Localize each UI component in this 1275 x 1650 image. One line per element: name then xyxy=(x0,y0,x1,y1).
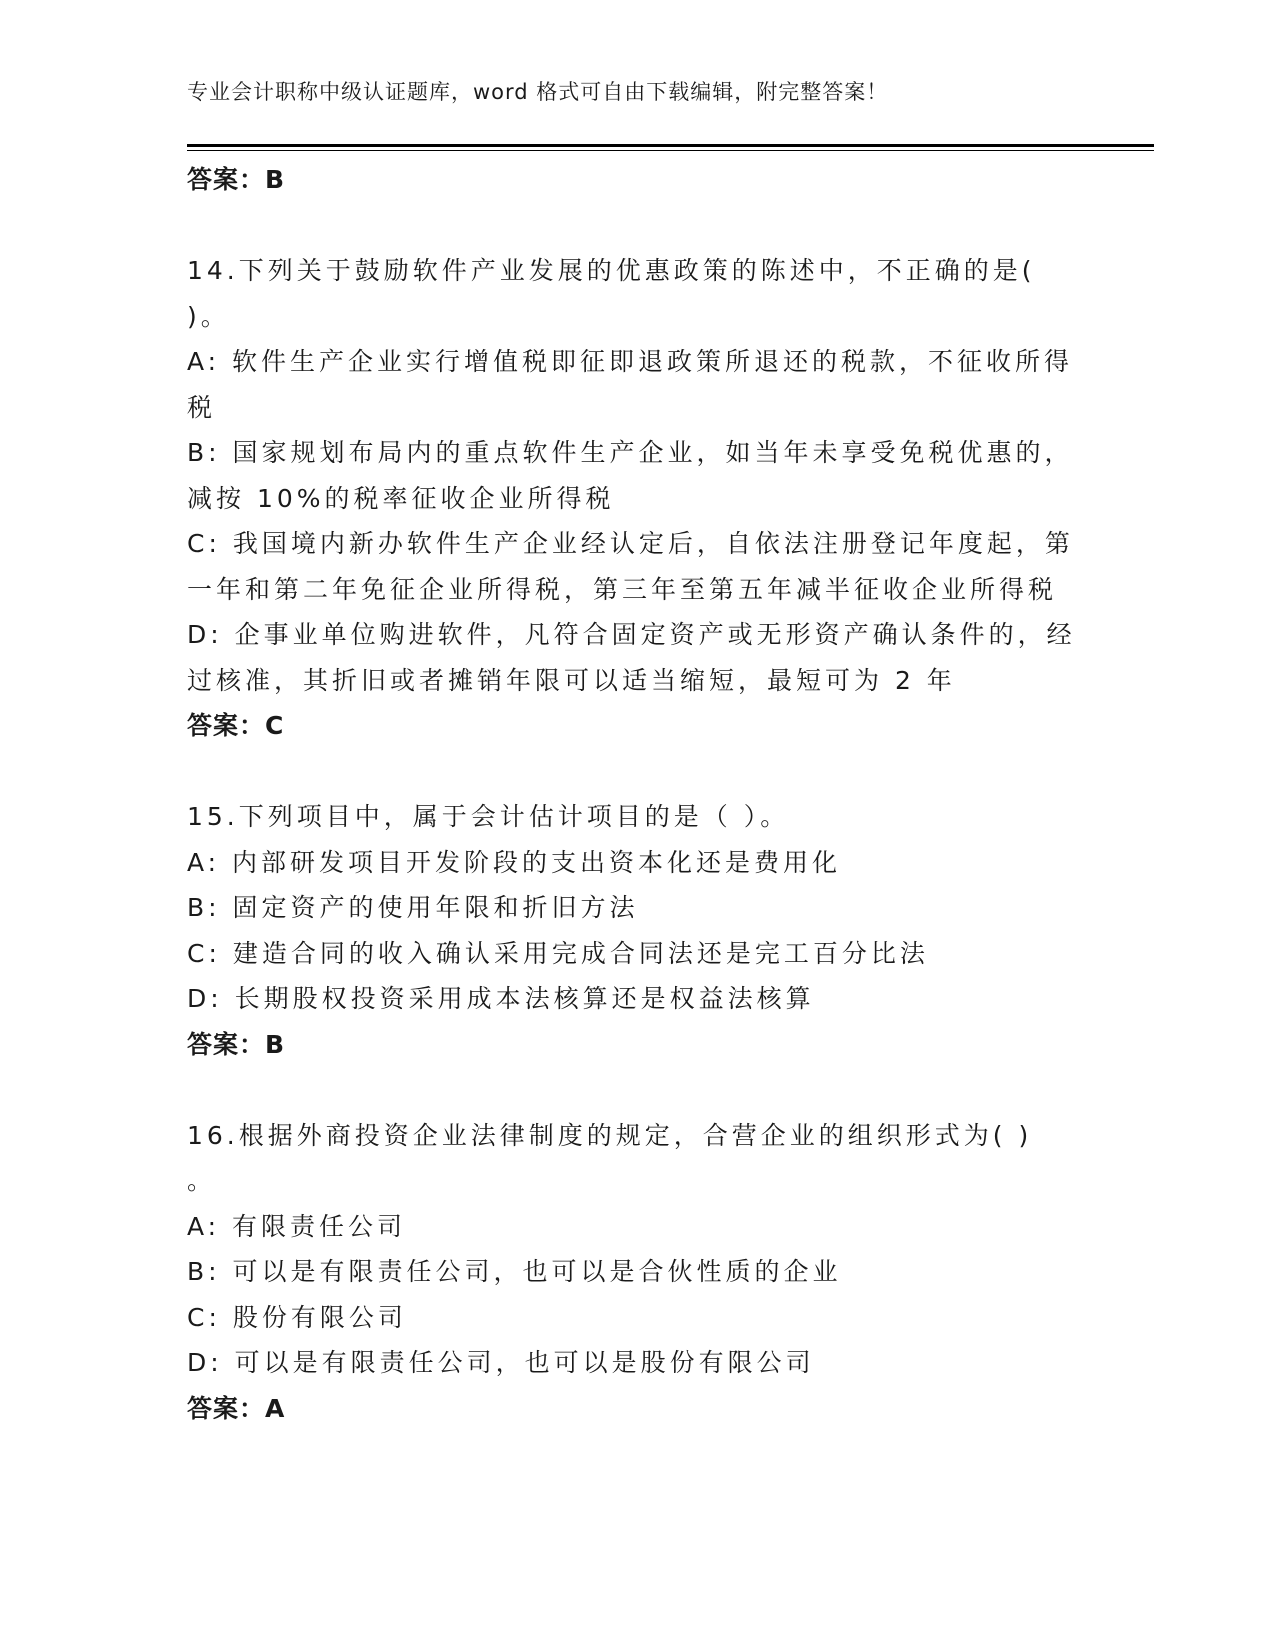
option-a: A: 软件生产企业实行增值税即征即退政策所退还的税款，不征收所得 xyxy=(187,347,1074,376)
option-c: C: 我国境内新办软件生产企业经认定后，自依法注册登记年度起，第 xyxy=(187,529,1074,558)
answer: 答案：B xyxy=(187,1029,286,1059)
spacer xyxy=(187,203,1087,249)
header-rule-thick xyxy=(187,144,1154,147)
question-stem: 。 xyxy=(187,1166,217,1195)
spacer xyxy=(187,1067,1087,1113)
question-14 xyxy=(187,248,1087,749)
option-d: D: 企事业单位购进软件，凡符合固定资产或无形资产确认条件的，经 xyxy=(187,620,1076,649)
option-d: D: 长期股权投资采用成本法核算还是权益法核算 xyxy=(187,984,815,1013)
answer: 答案：A xyxy=(187,1393,286,1423)
option-a: A: 有限责任公司 xyxy=(187,1211,407,1241)
question-16 xyxy=(187,1113,1087,1432)
option-a: A: 内部研发项目开发阶段的支出资本化还是费用化 xyxy=(187,847,842,877)
option-b: B: 国家规划布局内的重点软件生产企业，如当年未享受免税优惠的， xyxy=(187,438,1074,467)
question-list xyxy=(187,157,1087,1431)
option-c: 一年和第二年免征企业所得税，第三年至第五年减半征收企业所得税 xyxy=(187,574,1058,604)
question-stem: )。 xyxy=(187,301,230,331)
option-a: 税 xyxy=(187,392,217,422)
option-d: 过核准，其折旧或者摊销年限可以适当缩短，最短可为 2 年 xyxy=(187,665,956,695)
option-b: B: 固定资产的使用年限和折旧方法 xyxy=(187,893,639,922)
option-c: C: 建造合同的收入确认采用完成合同法还是完工百分比法 xyxy=(187,938,929,968)
question-15 xyxy=(187,794,1087,1067)
answer: 答案：C xyxy=(187,711,285,740)
answer-13: 答案：B xyxy=(187,165,286,194)
option-d: D: 可以是有限责任公司，也可以是股份有限公司 xyxy=(187,1348,815,1377)
question-stem: 16.根据外商投资企业法律制度的规定，合营企业的组织形式为( ) xyxy=(187,1120,1033,1150)
page-header: 专业会计职称中级认证题库，word 格式可自由下载编辑，附完整答案！ xyxy=(187,80,889,104)
option-b: 减按 10%的税率征收企业所得税 xyxy=(187,483,615,513)
question-stem: 14.下列关于鼓励软件产业发展的优惠政策的陈述中，不正确的是( xyxy=(187,256,1036,285)
header-rule-thin xyxy=(187,150,1154,151)
spacer xyxy=(187,749,1087,795)
question-stem: 15.下列项目中，属于会计估计项目的是（ ）。 xyxy=(187,802,790,831)
option-c: C: 股份有限公司 xyxy=(187,1302,407,1332)
option-b: B: 可以是有限责任公司，也可以是合伙性质的企业 xyxy=(187,1257,842,1286)
